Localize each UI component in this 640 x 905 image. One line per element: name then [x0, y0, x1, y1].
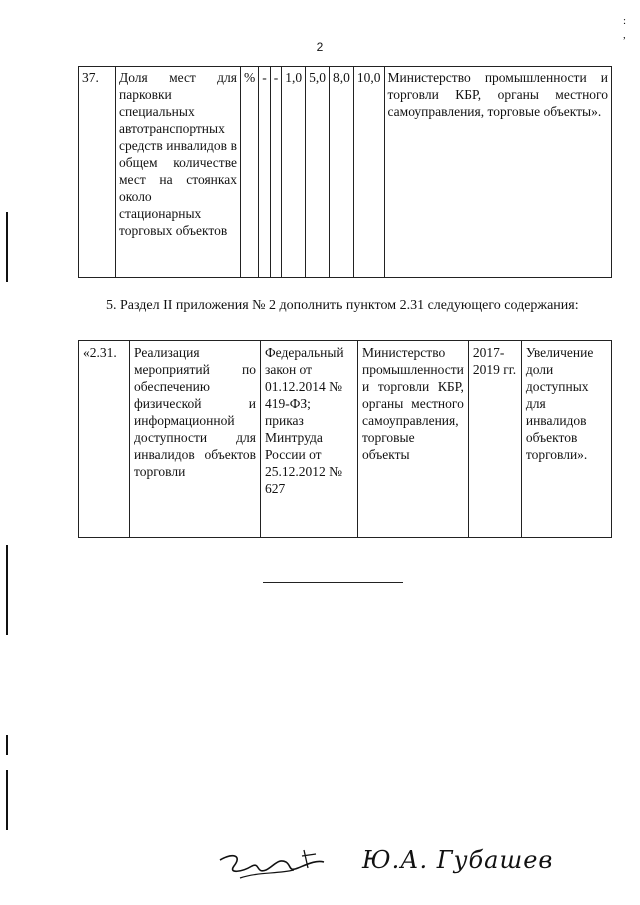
amendment-paragraph: 5. Раздел II приложения № 2 дополнить пунктом 2.31 следующего содержания: — [106, 298, 579, 313]
table-row — [79, 67, 612, 278]
indicators-table — [78, 66, 612, 278]
value-cell: 8,0 — [330, 67, 354, 278]
page-number: 2 — [316, 40, 324, 54]
margin-line — [6, 735, 8, 755]
result-cell: Увеличение доли доступных для инвалидов объектов торговли». — [521, 341, 611, 538]
unit-cell: % — [241, 67, 259, 278]
legal-basis-cell: Федеральный закон от 01.12.2014 № 419-ФЗ; приказ Минтруда России от 25.12.2012 № 627 — [261, 341, 358, 538]
measures-table — [78, 340, 612, 538]
signature-icon — [212, 838, 352, 888]
corner-mark: : , — [622, 15, 626, 41]
executor-cell: Министерство промышленности и торговли КБР, органы местного самоуправления, торговые объекты — [358, 341, 469, 538]
separator-line — [263, 582, 403, 583]
value-cell: - — [259, 67, 271, 278]
margin-line — [6, 212, 8, 282]
margin-line — [6, 545, 8, 635]
value-cell: - — [270, 67, 282, 278]
value-cell: 1,0 — [282, 67, 306, 278]
item-number: «2.31. — [79, 341, 130, 538]
margin-line — [6, 770, 8, 830]
period-cell: 2017-2019 гг. — [468, 341, 521, 538]
indicator-name: Доля мест для парковки специальных автотранспортных средств инвалидов в общем количестве мест на стоянках около стационарных торговых объектов — [116, 67, 241, 278]
signatory-name: Ю.А. Губашев — [362, 846, 554, 874]
responsible-cell: Министерство промышленности и торговли КБР, органы местного самоуправления, торговые объекты». — [384, 67, 612, 278]
row-number: 37. — [79, 67, 116, 278]
measure-cell: Реализация мероприятий по обеспечению физической и информационной доступности для инвалидов объектов торговли — [130, 341, 261, 538]
value-cell: 10,0 — [353, 67, 384, 278]
value-cell: 5,0 — [306, 67, 330, 278]
table-row — [79, 341, 612, 538]
